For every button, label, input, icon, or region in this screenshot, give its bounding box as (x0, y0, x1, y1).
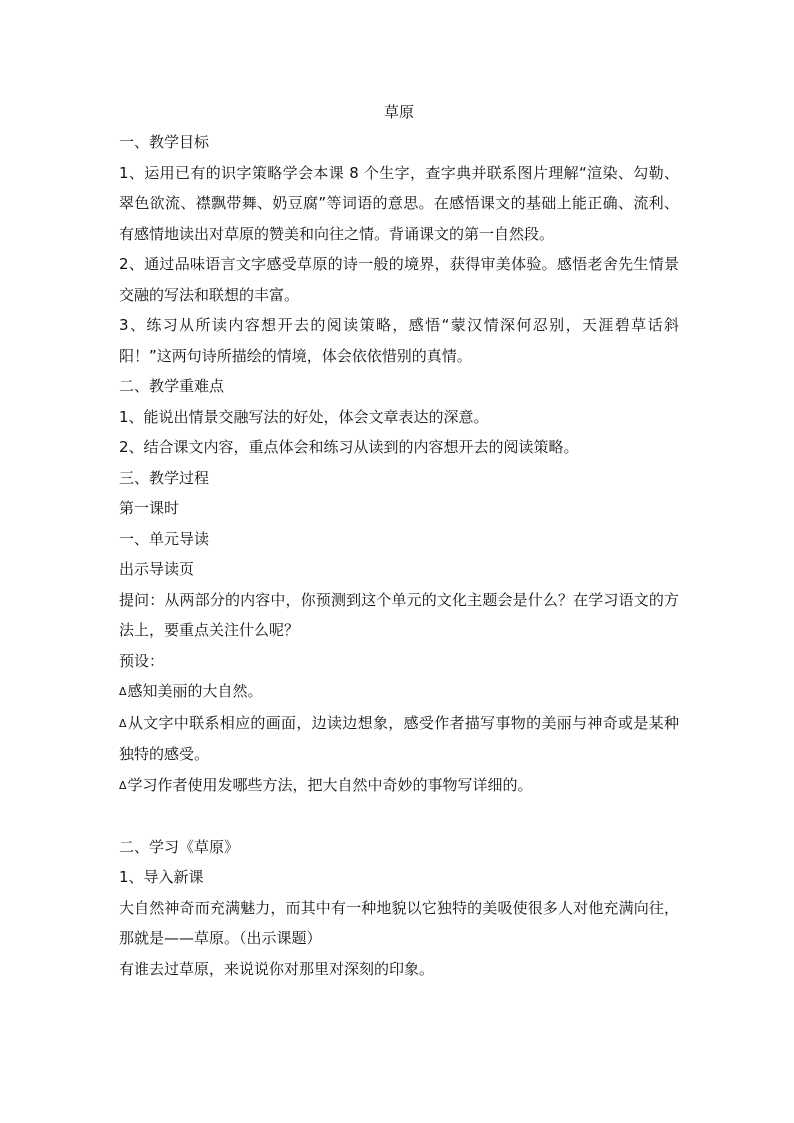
key-point-item-1: 1、能说出情景交融写法的好处，体会文章表达的深意。 (119, 407, 489, 426)
lesson-label: 第一课时 (119, 499, 180, 517)
preset-bullet-1 (119, 676, 679, 708)
blank-line (119, 801, 679, 832)
part-heading-unit-guide: 一、单元导读 (119, 529, 210, 548)
preset-bullet-text: 学习作者使用发哪些方法，把大自然中奇妙的事物写详细的。 (127, 775, 533, 794)
sub-heading-intro: 1、导入新课 (119, 868, 204, 886)
objective-item-2: 2、通过品味语言文字感受草原的诗一般的境界，获得审美体验。感悟老舍先生情景交融的写法和联想的丰富。 (119, 255, 679, 304)
delta-bullet-icon: Δ (119, 716, 127, 730)
document-body (119, 97, 679, 984)
preset-bullet-text: 感知美丽的大自然。 (127, 682, 263, 700)
objective-item-1: 1、运用已有的识字策略学会本课 8 个生字，查字典并联系图片理解“渲染、勾勒、翠色欲流、襟飘带舞、奶豆腐”等词语的意思。在感悟课文的基础上能正确、流利、有感情地读出对草原的赞美和向往之情。背诵课文的第一自然段。 (119, 163, 679, 243)
section-heading-key-points: 二、教学重难点 (119, 377, 225, 395)
section-heading-process: 三、教学过程 (119, 468, 210, 487)
preset-bullet-text: 从文字中联系相应的画面，边读边想象，感受作者描写事物的美丽与神奇或是某种独特的感受。 (119, 713, 679, 763)
part-heading-learn-caoyuan: 二、学习《草原》 (119, 837, 240, 856)
show-guide-page-text: 出示导读页 (119, 560, 195, 578)
delta-bullet-icon: Δ (119, 685, 127, 698)
key-point-item-2: 2、结合课文内容，重点体会和练习从读到的内容想开去的阅读策略。 (119, 438, 579, 456)
section-heading-objectives: 一、教学目标 (119, 133, 210, 151)
question-text: 提问：从两部分的内容中，你预测到这个单元的文化主题会是什么？在学习语文的方法上，要重点关注什么呢？ (119, 590, 679, 639)
objective-item-3: 3、练习从所读内容想开去的阅读策略，感悟“蒙汉情深何忍别，天涯碧草话斜阳！”这两句诗所描绘的情境，体会依依惜别的真情。 (119, 316, 679, 365)
preset-label: 预设： (119, 651, 165, 670)
page-title: 草原 (383, 103, 414, 121)
preset-bullet-2 (119, 708, 679, 770)
intro-paragraph: 大自然神奇而充满魅力，而其中有一种地貌以它独特的美吸使很多人对他充满向往，那就是——草原。（出示课题） (119, 898, 679, 947)
preset-bullet-3 (119, 770, 679, 802)
discussion-paragraph: 有谁去过草原，来说说你对那里对深刻的印象。 (119, 959, 435, 978)
delta-bullet-icon: Δ (119, 778, 127, 792)
